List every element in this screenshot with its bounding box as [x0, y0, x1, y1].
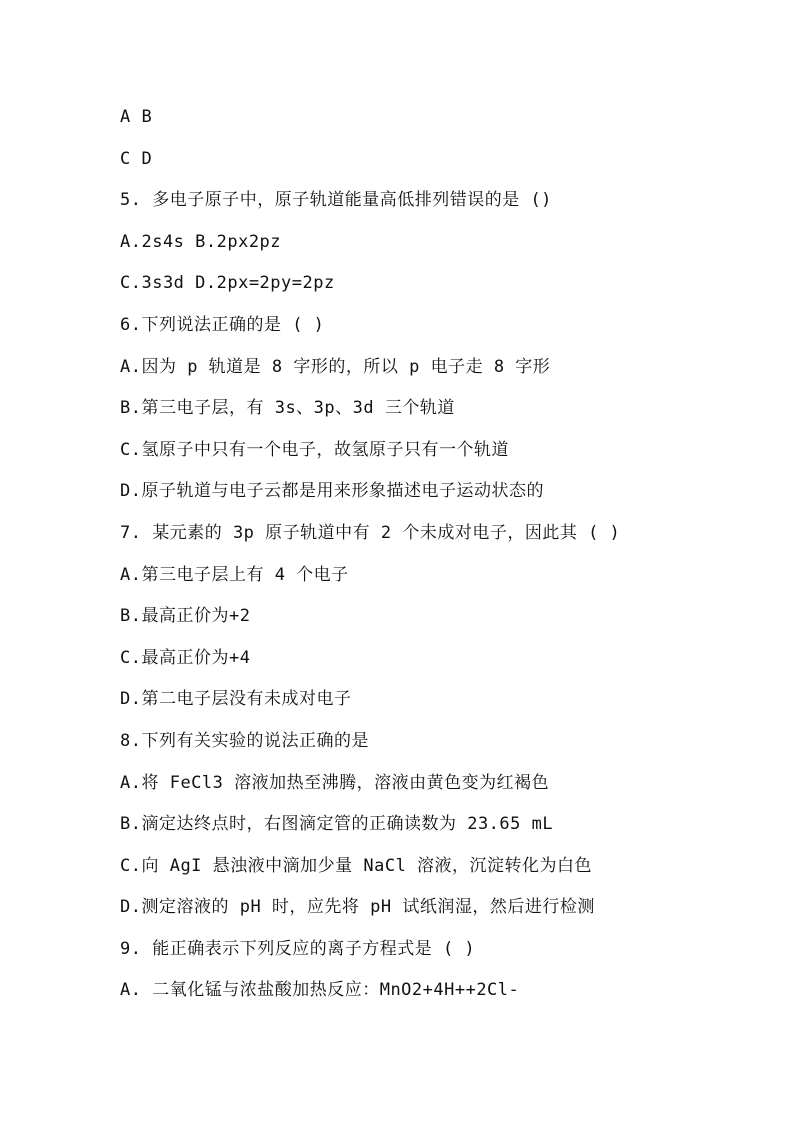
- question-7-option-a: A.第三电子层上有 4 个电子: [120, 564, 349, 585]
- question-9-option-a: A. 二氧化锰与浓盐酸加热反应：MnO2+4H++2Cl-: [120, 980, 520, 1001]
- text-body: [120, 103, 680, 1018]
- question-6-option-a: A.因为 p 轨道是 8 字形的，所以 p 电子走 8 字形: [120, 356, 551, 377]
- question-7-option-b: B.最高正价为+2: [120, 606, 251, 627]
- question-6-option-c: C.氢原子中只有一个电子，故氢原子只有一个轨道: [120, 439, 509, 460]
- question-8-option-d: D.测定溶液的 pH 时，应先将 pH 试纸润湿，然后进行检测: [120, 897, 595, 918]
- question-5-options-ab: A.2s4s B.2px2pz: [120, 231, 282, 252]
- question-5-options-cd: C.3s3d D.2px=2py=2pz: [120, 273, 335, 294]
- question-7: 7. 某元素的 3p 原子轨道中有 2 个未成对电子，因此其 ( ): [120, 522, 621, 543]
- question-8-option-b: B.滴定达终点时，右图滴定管的正确读数为 23.65 mL: [120, 814, 554, 835]
- question-7-option-d: D.第二电子层没有未成对电子: [120, 689, 352, 710]
- question-5: 5. 多电子原子中，原子轨道能量高低排列错误的是 (): [120, 190, 552, 211]
- question-7-option-c: C.最高正价为+4: [120, 647, 251, 668]
- question-8-option-a: A.将 FeCl3 溶液加热至沸腾，溶液由黄色变为红褐色: [120, 772, 550, 793]
- option-line-ab: A B: [120, 107, 153, 127]
- question-6: 6.下列说法正确的是 ( ): [120, 314, 325, 335]
- question-8-option-c: C.向 AgI 悬浊液中滴加少量 NaCl 溶液，沉淀转化为白色: [120, 855, 593, 876]
- question-9: 9. 能正确表示下列反应的离子方程式是 ( ): [120, 938, 476, 959]
- question-6-option-d: D.原子轨道与电子云都是用来形象描述电子运动状态的: [120, 481, 544, 502]
- question-6-option-b: B.第三电子层，有 3s、3p、3d 三个轨道: [120, 398, 455, 419]
- option-line-cd: C D: [120, 148, 153, 169]
- question-8: 8.下列有关实验的说法正确的是: [120, 730, 369, 751]
